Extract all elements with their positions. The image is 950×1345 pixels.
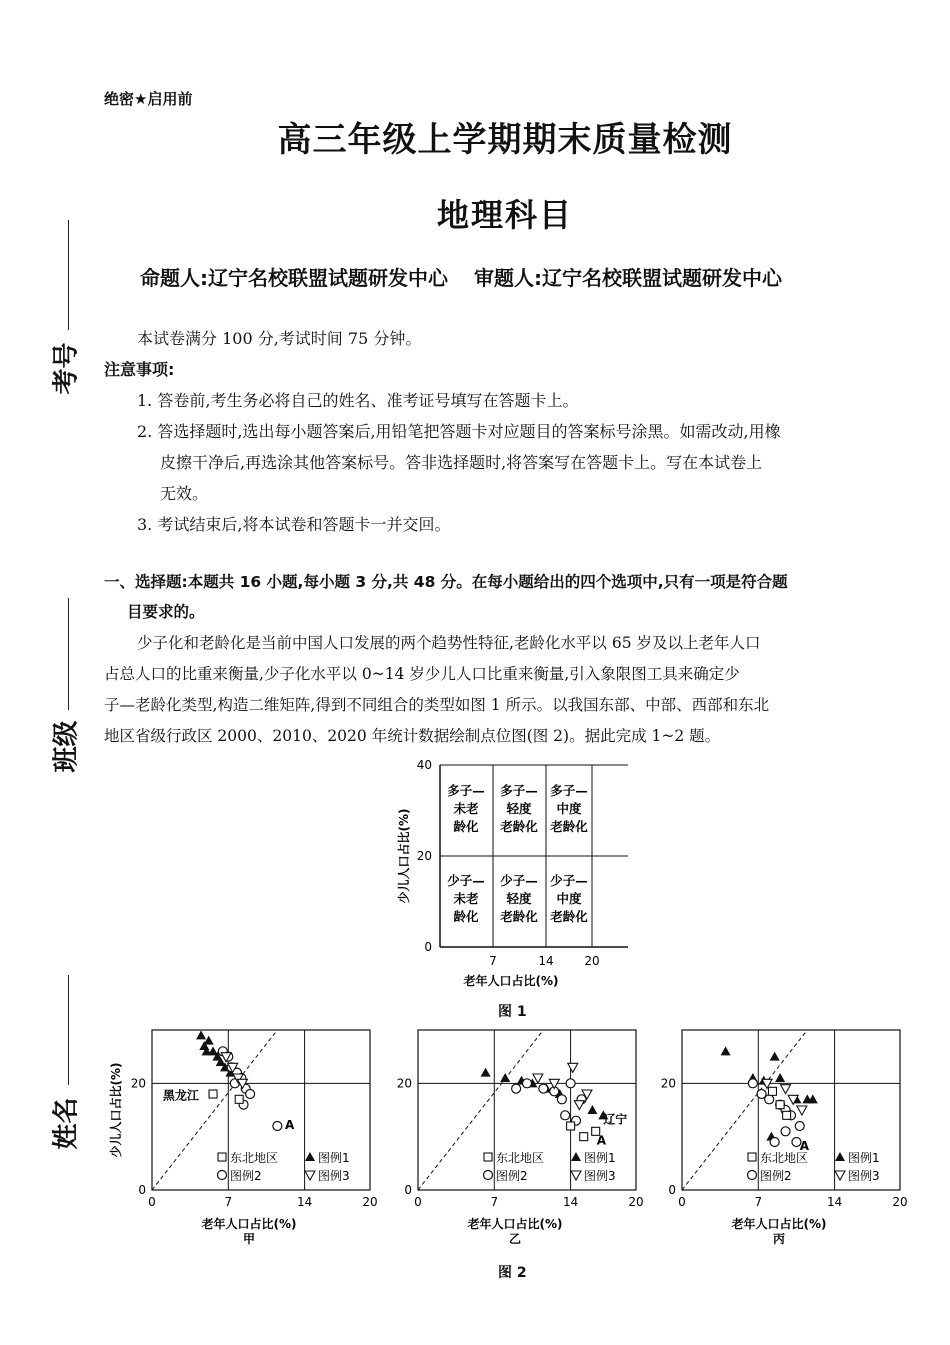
legend1-triangle-point [835, 1152, 845, 1161]
northeast-square-point [768, 1087, 776, 1095]
legend-1-label: 图例1 [848, 1151, 880, 1165]
section-heading-cont: 目要求的。 [127, 603, 205, 621]
fig1-ytick: 20 [416, 849, 432, 863]
fig1-cell-text: 少子— [500, 873, 538, 888]
northeast-square-point [218, 1153, 226, 1161]
legend-1-label: 图例1 [318, 1151, 350, 1165]
legend-northeast-label: 东北地区 [760, 1151, 809, 1165]
panel-xlabel: 老年人口占比(%) [731, 1217, 827, 1231]
section-heading: 一、选择题:本题共 16 小题,每小题 3 分,共 48 分。在每小题给出的四个选项中,只有一项是符合题 [104, 573, 788, 591]
northeast-square-point [484, 1153, 492, 1161]
panel-xlabel: 老年人口占比(%) [467, 1217, 563, 1231]
stem-line-2: 占总人口的比重来衡量,少子化水平以 0~14 岁少儿人口比重来衡量,引入象限图工具来确定少 [104, 665, 740, 683]
exam-no-label: 考号 [51, 342, 82, 395]
legend-2-label: 图例2 [230, 1169, 262, 1183]
fig2-ylabel: 少儿人口占比(%) [109, 1062, 123, 1158]
panel-xtick: 7 [224, 1195, 233, 1209]
annotation-A: A [284, 1118, 295, 1133]
northeast-square-point [235, 1095, 243, 1103]
stem-line-4: 地区省级行政区 2000、2010、2020 年统计数据绘制点位图(图 2)。据此完成 1~2 题。 [104, 727, 721, 745]
fig1-cell-text: 轻度 [506, 801, 532, 816]
panel-ytick: 0 [668, 1183, 676, 1197]
northeast-square-point [776, 1101, 784, 1109]
legend3-inverted-triangle-point [574, 1101, 584, 1110]
legend3-inverted-triangle-point [568, 1063, 578, 1072]
legend2-circle-point [218, 1171, 227, 1180]
note-1: 1. 答卷前,考生务必将自己的姓名、准考证号填写在答题卡上。 [137, 391, 579, 410]
legend-3-label: 图例3 [318, 1169, 350, 1183]
legend2-circle-point [748, 1079, 757, 1088]
northeast-square-point [748, 1153, 756, 1161]
legend3-inverted-triangle-point [781, 1085, 791, 1094]
fig1-cell-text: 老龄化 [550, 819, 588, 834]
legend2-circle-point [770, 1138, 779, 1147]
fig1-xtick: 14 [538, 954, 554, 968]
panel-xtick: 14 [296, 1195, 313, 1209]
exam-no-line [68, 220, 69, 330]
score-time: 本试卷满分 100 分,考试时间 75 分钟。 [137, 329, 422, 348]
legend3-inverted-triangle-point [305, 1171, 315, 1180]
annotation-A: A [596, 1133, 607, 1148]
stem-line-3: 子—老龄化类型,构造二维矩阵,得到不同组合的类型如图 1 所示。以我国东部、中部、西部和东北 [104, 696, 770, 714]
legend2-circle-point [748, 1171, 757, 1180]
legend2-circle-point [273, 1122, 282, 1131]
fig1-cell-text: 未老 [453, 891, 479, 906]
panel-ytick: 20 [396, 1076, 412, 1091]
fig1-cell-text: 少子— [550, 873, 588, 888]
legend1-triangle-point [775, 1073, 785, 1082]
fig1-cell-text: 老龄化 [500, 819, 538, 834]
author: 命题人:辽宁名校联盟试题研发中心 [140, 266, 448, 290]
panel-xtick: 20 [362, 1195, 378, 1209]
panel-name: 甲 [242, 1232, 256, 1246]
fig1-cell-text: 中度 [556, 891, 582, 906]
legend2-circle-point [561, 1111, 570, 1120]
figure-2-panel [397, 1030, 644, 1246]
legend1-triangle-point [587, 1105, 597, 1114]
panel-xtick: 14 [562, 1195, 579, 1209]
figure-2-caption: 图 2 [498, 1265, 527, 1281]
panel-xtick: 0 [148, 1195, 156, 1209]
panel-ytick: 20 [660, 1076, 676, 1091]
legend1-triangle-point [305, 1152, 315, 1161]
note-3: 3. 考试结束后,将本试卷和答题卡一并交回。 [137, 515, 451, 534]
reviewer: 审题人:辽宁名校联盟试题研发中心 [474, 266, 782, 290]
legend-3-label: 图例3 [584, 1169, 616, 1183]
legend3-inverted-triangle-point [549, 1079, 559, 1088]
legend2-circle-point [566, 1079, 575, 1088]
legend2-circle-point [765, 1095, 774, 1104]
annotation-heilongjiang: 黑龙江 [162, 1088, 199, 1103]
legend3-inverted-triangle-point [533, 1074, 543, 1083]
panel-diagonal [418, 1030, 543, 1190]
legend2-circle-point [795, 1122, 804, 1131]
legend2-circle-point [557, 1095, 566, 1104]
author-line [140, 262, 782, 291]
legend1-triangle-point [500, 1073, 510, 1082]
panel-frame [418, 1030, 636, 1190]
fig1-cell-text: 老龄化 [550, 909, 588, 924]
name-line [68, 975, 69, 1085]
panel-xtick: 14 [826, 1195, 843, 1209]
northeast-square-point [567, 1122, 575, 1130]
note-2: 2. 答选择题时,选出每小题答案后,用铅笔把答题卡对应题目的答案标号涂黑。如需改动,用橡 [137, 422, 781, 441]
class-label: 班级 [51, 720, 82, 773]
legend3-inverted-triangle-point [835, 1171, 845, 1180]
figure-2-panel [661, 1030, 908, 1246]
fig1-cell-text: 龄化 [453, 909, 479, 924]
exam-title: 高三年级上学期期末质量检测 [277, 120, 733, 160]
legend1-triangle-point [481, 1068, 491, 1077]
panel-frame [682, 1030, 900, 1190]
legend-2-label: 图例2 [496, 1169, 528, 1183]
fig1-cell-text: 轻度 [506, 891, 532, 906]
panel-xlabel: 老年人口占比(%) [201, 1217, 297, 1231]
panel-ytick: 0 [404, 1183, 412, 1197]
figure-2-panel [131, 1030, 378, 1246]
northeast-square-point [580, 1133, 588, 1141]
panel-ytick: 20 [130, 1076, 146, 1091]
panel-xtick: 7 [754, 1195, 763, 1209]
panel-frame [152, 1030, 370, 1190]
legend-1-label: 图例1 [584, 1151, 616, 1165]
fig1-xtick: 7 [489, 954, 497, 968]
northeast-square-point [209, 1090, 217, 1098]
legend1-triangle-point [770, 1052, 780, 1061]
stem-line-1: 少子化和老龄化是当前中国人口发展的两个趋势性特征,老龄化水平以 65 岁及以上老年人口 [137, 634, 761, 652]
legend1-triangle-point [571, 1152, 581, 1161]
fig1-cell-text: 龄化 [453, 819, 479, 834]
panel-xtick: 20 [628, 1195, 644, 1209]
legend-2-label: 图例2 [760, 1169, 792, 1183]
legend3-inverted-triangle-point [571, 1171, 581, 1180]
note-2-end: 无效。 [160, 484, 209, 503]
fig1-cell-text: 老龄化 [500, 909, 538, 924]
northeast-square-point [783, 1111, 791, 1119]
legend-northeast-label: 东北地区 [496, 1151, 545, 1165]
legend1-triangle-point [196, 1030, 206, 1039]
fig1-ylabel: 少儿人口占比(%) [397, 808, 411, 904]
figure-2-chart [100, 1020, 930, 1255]
fig1-xtick: 20 [584, 954, 600, 968]
legend-3-label: 图例3 [848, 1169, 880, 1183]
legend2-circle-point [484, 1171, 493, 1180]
legend3-inverted-triangle-point [797, 1106, 807, 1115]
figure-1-chart [380, 755, 640, 995]
panel-ytick: 0 [138, 1183, 146, 1197]
panel-xtick: 20 [892, 1195, 908, 1209]
panel-xtick: 0 [414, 1195, 422, 1209]
annotation-liaoning: 辽宁 [603, 1112, 628, 1127]
confidential-mark: 绝密★启用前 [104, 90, 193, 108]
fig1-cell-text: 多子— [447, 783, 485, 798]
legend1-triangle-point [721, 1046, 731, 1055]
legend2-circle-point [512, 1084, 521, 1093]
panel-name: 丙 [772, 1232, 786, 1246]
legend1-triangle-point [204, 1036, 214, 1045]
annotation-A: A [799, 1139, 810, 1153]
fig1-cell-text: 多子— [500, 783, 538, 798]
legend2-circle-point [246, 1090, 255, 1099]
fig1-cell-text: 未老 [453, 801, 479, 816]
legend-northeast-label: 东北地区 [230, 1151, 279, 1165]
fig1-ytick: 0 [424, 940, 432, 954]
note-2-cont: 皮擦干净后,再选涂其他答案标号。答非选择题时,将答案写在答题卡上。写在本试卷上 [160, 453, 763, 472]
fig1-cell-text: 少子— [447, 873, 485, 888]
notes-title: 注意事项: [104, 360, 175, 379]
legend2-circle-point [523, 1079, 532, 1088]
subject-title: 地理科目 [436, 196, 573, 234]
legend2-circle-point [539, 1084, 548, 1093]
legend2-circle-point [781, 1127, 790, 1136]
name-label: 姓名 [51, 1097, 82, 1150]
fig1-cell-text: 多子— [550, 783, 588, 798]
fig1-cell-text: 中度 [556, 801, 582, 816]
panel-xtick: 7 [490, 1195, 499, 1209]
fig1-ytick: 40 [416, 758, 432, 772]
panel-xtick: 0 [678, 1195, 686, 1209]
class-line [68, 598, 69, 710]
figure-1-caption: 图 1 [498, 1004, 527, 1020]
fig1-xlabel: 老年人口占比(%) [463, 974, 559, 988]
panel-name: 乙 [508, 1232, 522, 1246]
